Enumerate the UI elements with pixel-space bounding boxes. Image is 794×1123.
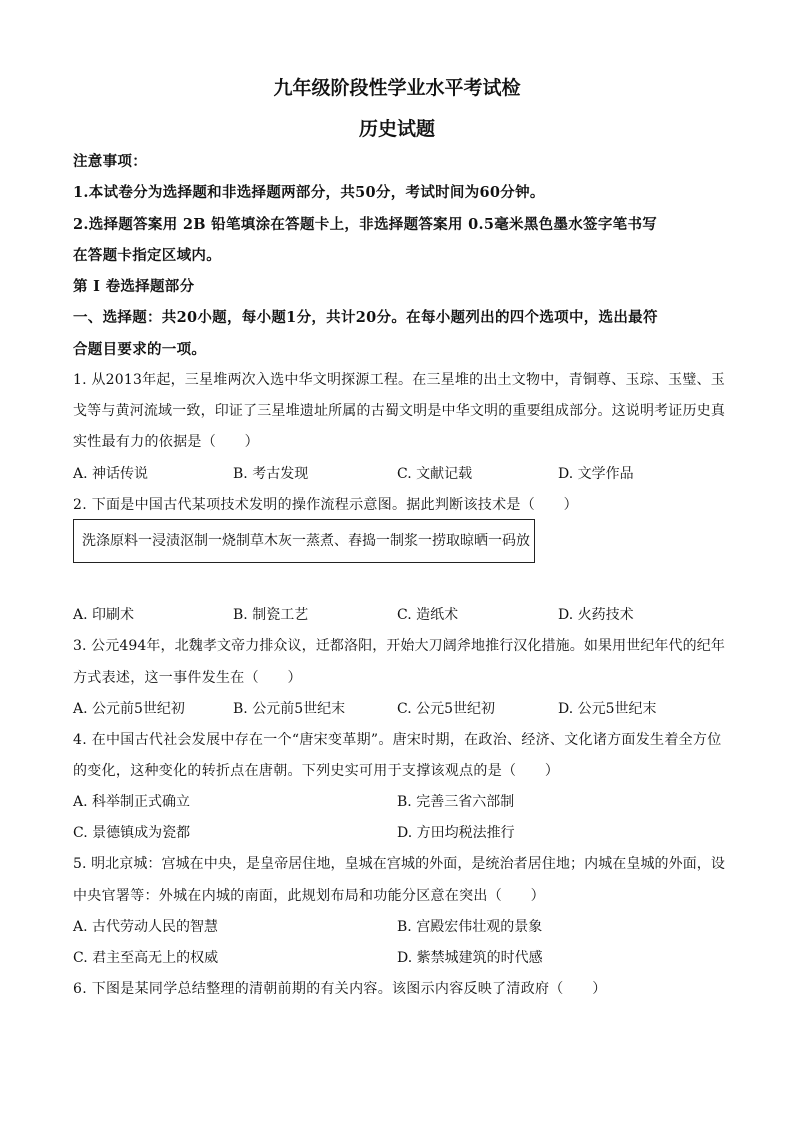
question-5-line-1: 5. 明北京城：宫城在中央，是皇帝居住地，皇城在宫城的外面，是统治者居住地；内城在皇城的外面，设 <box>73 856 725 872</box>
question-1-line-2: 戈等与黄河流域一致，印证了三星堆遗址所属的古蜀文明是中华文明的重要组成部分。这说明考证历史真 <box>73 403 726 419</box>
question-4-option-d: D. 方田均税法推行 <box>397 825 515 841</box>
question-6-line-1: 6. 下图是某同学总结整理的清朝前期的有关内容。该图示内容反映了清政府（ ） <box>73 981 607 997</box>
section-instruction-line-1: 一、选择题：共20小题，每小题1分，共计20分。在每小题列出的四个选项中，选出最符 <box>73 309 658 326</box>
question-3-option-a: A. 公元前5世纪初 <box>73 701 185 717</box>
notice-item-2-line-1: 2.选择题答案用 2B 铅笔填涂在答题卡上，非选择题答案用 0.5毫米黑色墨水签字笔书写 <box>73 216 658 233</box>
question-2-option-b: B. 制瓷工艺 <box>233 607 309 623</box>
question-1-line-1: 1. 从2013年起，三星堆两次入选中华文明探源工程。在三星堆的出土文物中，青铜尊、玉琮、玉璧、玉 <box>73 372 725 388</box>
question-4-option-c: C. 景德镇成为瓷都 <box>73 825 191 841</box>
question-4-option-a: A. 科举制正式确立 <box>73 794 191 810</box>
question-1-line-3: 实性最有力的依据是（ ） <box>73 434 259 450</box>
question-5-option-d: D. 紫禁城建筑的时代感 <box>397 950 543 966</box>
question-4-option-b: B. 完善三省六部制 <box>397 794 515 810</box>
question-5-option-b: B. 宫殿宏伟壮观的景象 <box>397 919 543 935</box>
notice-heading: 注意事项： <box>73 153 147 170</box>
question-1-option-a: A. 神话传说 <box>73 466 149 482</box>
exam-subtitle: 历史试题 <box>358 118 435 140</box>
question-2-option-d: D. 火药技术 <box>558 607 634 623</box>
question-4-line-1: 4. 在中国古代社会发展中存在一个“唐宋变革期”。唐宋时期，在政治、经济、文化诸方面发生着全方位 <box>73 732 722 748</box>
question-3-option-d: D. 公元5世纪末 <box>558 701 657 717</box>
process-flow-box: 洗涤原料一浸渍沤制一烧制草木灰一蒸煮、舂捣一制浆一捞取晾晒一码放 <box>73 519 535 563</box>
question-2-option-a: A. 印刷术 <box>73 607 135 623</box>
section-instruction-line-2: 合题目要求的一项。 <box>73 341 207 358</box>
question-2-line-1: 2. 下面是中国古代某项技术发明的操作流程示意图。据此判断该技术是（ ） <box>73 497 578 513</box>
notice-item-2-line-2: 在答题卡指定区域内。 <box>73 247 221 264</box>
question-3-line-1: 3. 公元494年，北魏孝文帝力排众议，迁都洛阳，开始大刀阔斧地推行汉化措施。如果用世纪年代的纪年 <box>73 638 725 654</box>
question-1-option-d: D. 文学作品 <box>558 466 634 482</box>
question-5-line-2: 中央官署等：外城在内城的南面，此规划布局和功能分区意在突出（ ） <box>73 888 545 904</box>
question-3-option-b: B. 公元前5世纪末 <box>233 701 346 717</box>
question-3-option-c: C. 公元5世纪初 <box>397 701 496 717</box>
question-4-line-2: 的变化，这种变化的转折点在唐朝。下列史实可用于支撑该观点的是（ ） <box>73 763 560 779</box>
part-label: 第 I 卷选择题部分 <box>73 278 195 295</box>
question-5-option-a: A. 古代劳动人民的智慧 <box>73 919 219 935</box>
question-5-option-c: C. 君主至高无上的权威 <box>73 950 219 966</box>
question-1-option-b: B. 考古发现 <box>233 466 309 482</box>
question-3-line-2: 方式表述，这一事件发生在（ ） <box>73 670 302 686</box>
exam-title: 九年级阶段性学业水平考试检 <box>273 77 521 99</box>
question-2-option-c: C. 造纸术 <box>397 607 459 623</box>
notice-item-1: 1.本试卷分为选择题和非选择题两部分，共50分，考试时间为60分钟。 <box>73 184 545 201</box>
question-1-option-c: C. 文献记载 <box>397 466 473 482</box>
